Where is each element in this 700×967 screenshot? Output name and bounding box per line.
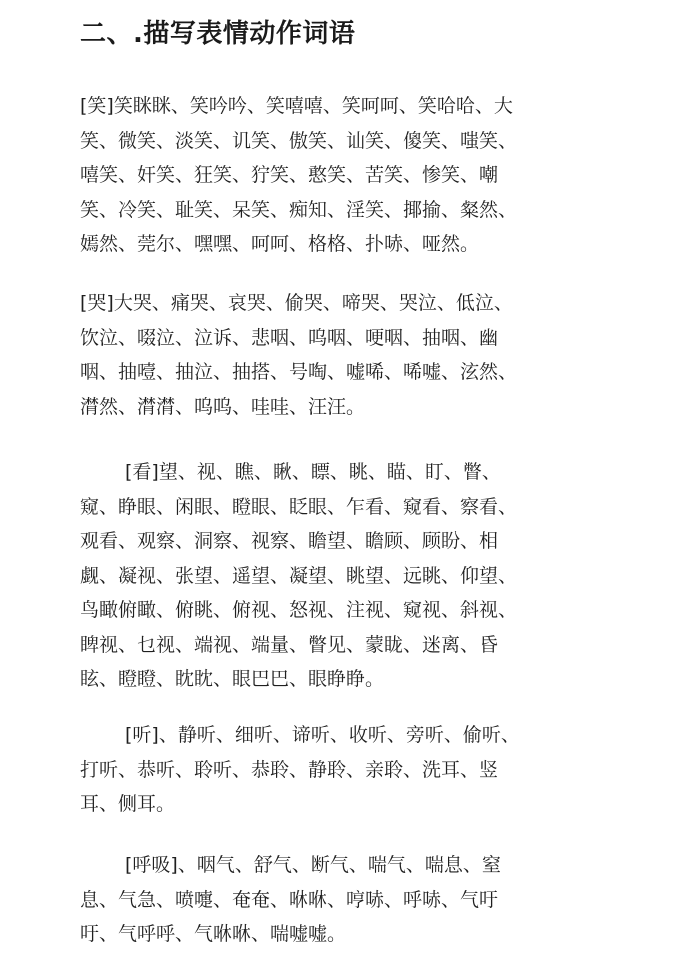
text-line: 饮泣、啜泣、泣诉、悲咽、呜咽、哽咽、抽咽、幽 <box>80 326 499 349</box>
text-line: [呼吸]、咽气、舒气、断气、喘气、喘息、窒 <box>125 854 501 876</box>
text-line: 睥视、乜视、端视、端量、瞥见、蒙眬、迷离、昏 <box>80 633 499 656</box>
paragraph-laugh <box>80 89 517 262</box>
text-line: [听]、静听、细听、谛听、收听、旁听、偷听、 <box>125 724 520 746</box>
text-line: 觑、凝视、张望、遥望、凝望、眺望、远眺、仰望、 <box>80 564 518 587</box>
section-heading: 二、.描写表情动作词语 <box>80 19 356 49</box>
text-line: 打听、恭听、聆听、恭聆、静聆、亲聆、洗耳、竖 <box>80 758 499 781</box>
text-line: 嘻笑、奸笑、狂笑、狞笑、憨笑、苦笑、惨笑、嘲 <box>80 164 499 186</box>
text-line: 鸟瞰俯瞰、俯眺、俯视、怒视、注视、窥视、斜视、 <box>80 599 518 621</box>
text-line: 嫣然、莞尔、嘿嘿、呵呵、格格、扑哧、哑然。 <box>80 233 480 255</box>
text-line: 窥、睁眼、闲眼、瞪眼、眨眼、乍看、窥看、察看、 <box>80 495 518 518</box>
text-line: 笑、冷笑、耻笑、呆笑、痴知、淫笑、揶揄、粲然、 <box>80 198 518 221</box>
paragraph-listen <box>80 718 520 822</box>
text-line: 眩、瞪瞪、眈眈、眼巴巴、眼睁睁。 <box>80 668 385 690</box>
text-line: 潸然、潸潸、呜呜、哇哇、汪汪。 <box>80 395 366 418</box>
text-line: [看]望、视、瞧、瞅、瞟、眺、瞄、盯、瞥、 <box>125 461 501 483</box>
paragraph-breath <box>80 848 501 952</box>
paragraph-look <box>80 455 517 697</box>
text-line: 笑、微笑、淡笑、讥笑、傲笑、讪笑、傻笑、嗤笑、 <box>80 129 518 152</box>
text-line: 息、气急、喷嚏、奄奄、咻咻、哼哧、呼哧、气吁 <box>80 888 499 911</box>
paragraph-cry <box>80 286 517 424</box>
text-line: [笑]笑眯眯、笑吟吟、笑嘻嘻、笑呵呵、笑哈哈、大 <box>80 95 513 117</box>
text-line: 观看、观察、洞察、视察、瞻望、瞻顾、顾盼、相 <box>80 530 499 552</box>
text-line: 咽、抽噎、抽泣、抽搭、号啕、嘘唏、唏嘘、泫然、 <box>80 361 518 383</box>
text-line: [哭]大哭、痛哭、哀哭、偷哭、啼哭、哭泣、低泣、 <box>80 292 513 314</box>
text-line: 吁、气呼呼、气咻咻、喘嘘嘘。 <box>80 923 347 945</box>
text-line: 耳、侧耳。 <box>80 793 176 815</box>
